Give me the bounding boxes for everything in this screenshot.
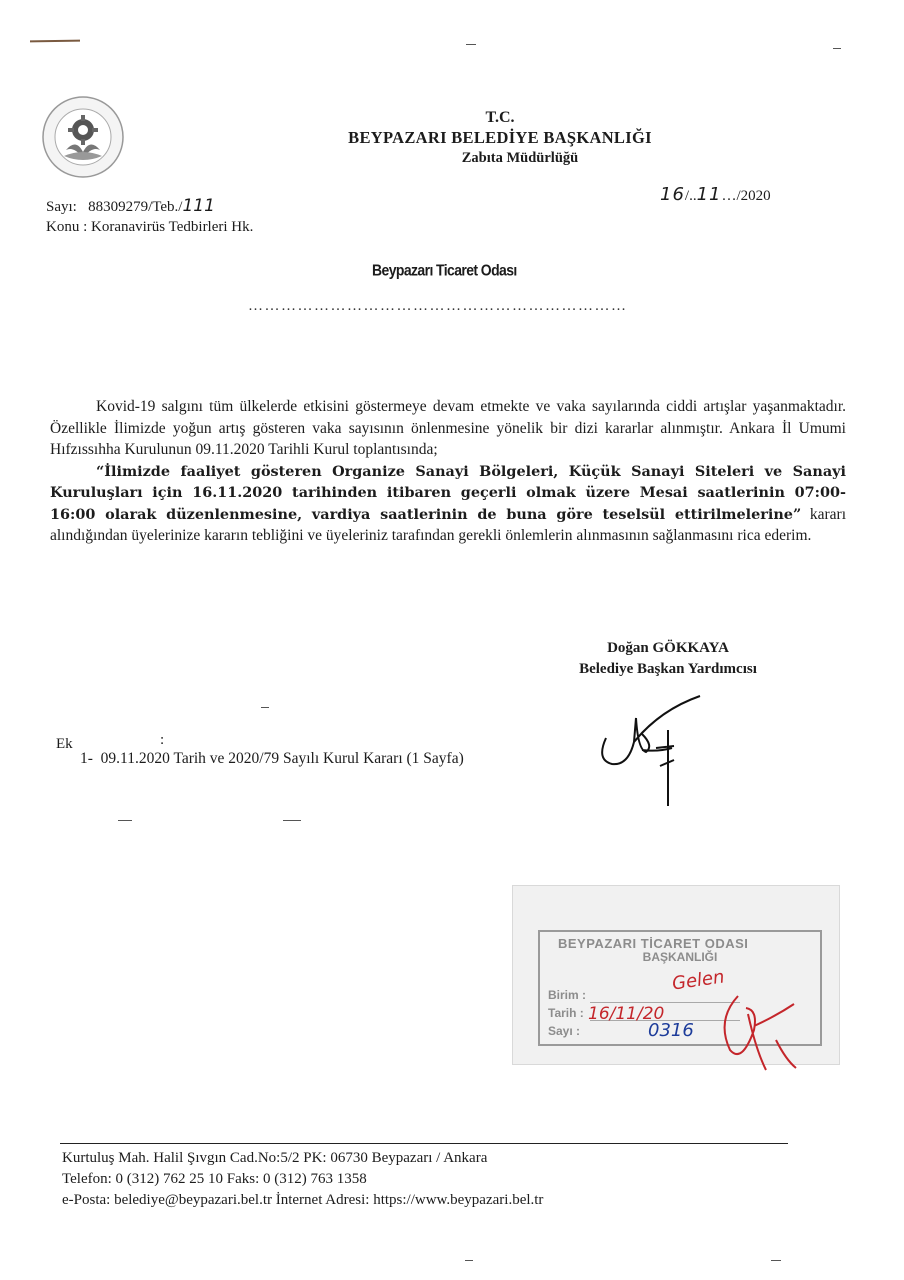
signer-block (548, 638, 788, 680)
stamp-initials (580, 990, 840, 1080)
stamp-org: BEYPAZARI TİCARET ODASI (558, 936, 749, 951)
reference-handwritten: 111 (182, 196, 215, 216)
recipient-dots: …………………………………………………………… (248, 298, 628, 314)
footer (62, 1148, 543, 1211)
subject-value: Koranavirüs Tedbirleri Hk. (91, 219, 254, 235)
scan-mark (118, 820, 132, 821)
scan-mark (771, 1260, 781, 1261)
municipality-logo (36, 94, 130, 180)
reference-line (46, 196, 253, 217)
stamp-hand-gelen: Gelen (670, 966, 726, 995)
letterhead (300, 108, 700, 168)
signer-name: Doğan GÖKKAYA (607, 640, 729, 656)
stamp-tarih-label: Tarih : (548, 1006, 584, 1020)
document-date: 16/..11…/2020 (660, 184, 771, 205)
handwritten-signature (594, 690, 734, 810)
subject-line (46, 217, 253, 237)
signer-title: Belediye Başkan Yardımcısı (579, 661, 757, 677)
attachments-label (56, 732, 165, 753)
letterhead-department: Zabıta Müdürlüğü (461, 150, 579, 166)
document-meta (46, 196, 253, 237)
attachment-text: 09.11.2020 Tarih ve 2020/79 Sayılı Kurul Kararı (1 Sayfa) (100, 750, 464, 767)
reference-label: Sayı: (46, 199, 77, 215)
footer-divider (60, 1143, 788, 1144)
letter-body (50, 396, 846, 547)
scan-mark (261, 707, 269, 708)
body-paragraph: Kovid-19 salgını tüm ülkelerde etkisini göstermeye devam etmekte ve vaka sayılarında ciddi artışlar yaşanmaktadır. Özellikle İlimizde yoğun artış gösteren vaka sayısının önlenmesine yönelik bir dizi kararlar alınmıştır. Ankara İl Umumi Hıfzıssıhha Kurulunun 09.11.2020 Tarihli Kurul toplantısında; (50, 398, 846, 458)
attachments-colon: : (160, 732, 165, 748)
footer-phone: Telefon: 0 (312) 762 25 10 Faks: 0 (312) 763 1358 (62, 1171, 367, 1187)
letterhead-tc: T.C. (485, 109, 515, 126)
date-year: /2020 (736, 188, 771, 204)
scan-mark (466, 44, 476, 45)
decision-quote: “İlimizde faaliyet gösteren Organize Sanayi Bölgeleri, Küçük Sanayi Siteleri ve Sanayi Kuruluşları için 16.11.2020 tarihinden itibaren geçerli olmak üzere Mesai saatlerinin 07:00- 16:00 olarak düzenlenmesine, vardiya saatlerinin de buna göre teselsül ettirilmelerine” (50, 462, 846, 523)
stamp-hand-date: 16/11/20 (588, 1004, 665, 1024)
scan-mark (833, 48, 841, 49)
recipient: Beypazarı Ticaret Odası (372, 260, 517, 280)
attachment-item (80, 750, 464, 768)
attachment-number: 1- (80, 750, 93, 767)
scan-mark (465, 1260, 473, 1261)
body-decision-paragraph (50, 461, 846, 547)
subject-label: Konu : (46, 219, 88, 235)
stamp-sayi-label: Sayı : (548, 1024, 581, 1038)
stamp-dept: BAŞKANLIĞI (642, 950, 718, 964)
body-request: kararı alındığından üyelerinize kararın tebliğini ve üyeleriniz tarafından gerekli önlemlerin alınmasının sağlanmasını rica ederim. (50, 505, 847, 544)
reference-value: 88309279/Teb./ (88, 199, 183, 215)
scan-mark (283, 820, 301, 821)
scan-mark (30, 40, 80, 43)
date-month: 11 (696, 184, 722, 205)
letterhead-institution: BEYPAZARI BELEDİYE BAŞKANLIĞI (348, 128, 652, 147)
date-day: 16 (660, 184, 685, 205)
attachments-title: Ek (56, 736, 73, 752)
stamp-hand-number: 0316 (648, 1020, 694, 1041)
footer-address: Kurtuluş Mah. Halil Şıvgın Cad.No:5/2 PK: 06730 Beypazarı / Ankara (62, 1150, 488, 1166)
footer-email: e-Posta: belediye@beypazari.bel.tr İnternet Adresi: https://www.beypazari.bel.tr (62, 1192, 544, 1208)
stamp-birim-label: Birim : (548, 988, 587, 1002)
